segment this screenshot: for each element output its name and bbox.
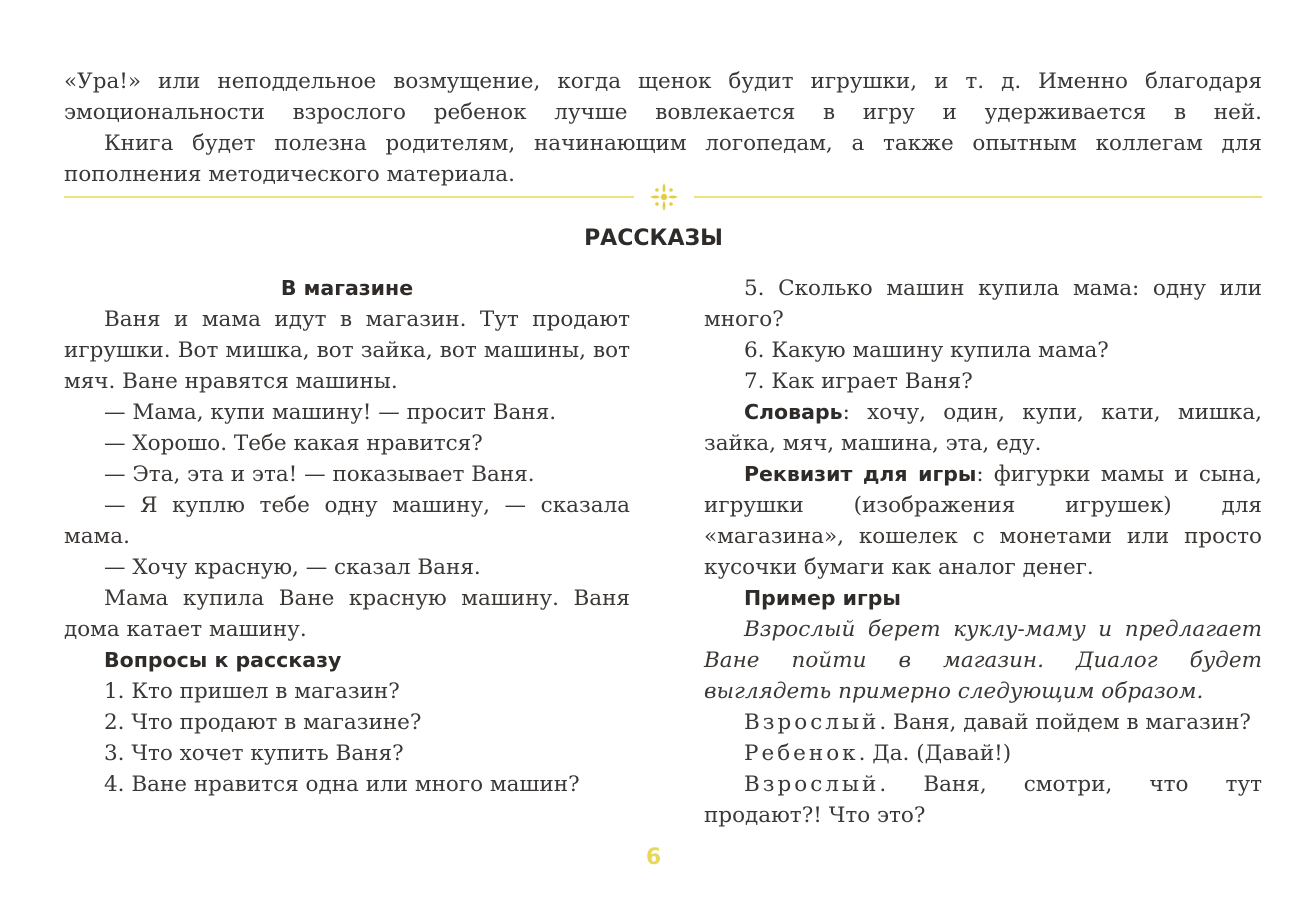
dialog-text: . Да. (Давай!) [858,741,1012,766]
left-column [64,273,630,800]
question-item: 6. Какую машину купила мама? [744,338,1109,363]
question-item: 5. Сколько машин купила мама: одну или много? [704,276,1262,332]
question-item: 1. Кто пришел в магазин? [104,679,400,704]
questions-heading: Вопросы к рассказу [104,648,342,672]
right-column [704,273,1262,831]
section-title: РАССКАЗЫ [584,226,723,251]
intro-paragraph: «Ура!» или неподдельное возмущение, когда щенок будит игрушки, и т. д. Именно благодаря эмоциональности взрослого ребенок лучше вовлекается в игру и удерживается в ней. [64,69,1262,125]
story-title: В магазине [280,276,414,300]
dialog-text: . Ваня, давай пойдем в магазин? [879,710,1251,735]
question-item: 3. Что хочет купить Ваня? [104,741,404,766]
props-label: Реквизит для игры [744,462,977,486]
page-number: 6 [645,845,662,870]
separator-line-right [694,196,1262,198]
story-paragraph: — Эта, эта и эта! — показывает Ваня. [104,462,535,487]
story-paragraph: Мама купила Ване красную машину. Ваня дома катает машину. [64,586,630,642]
story-paragraph: — Я куплю тебе одну машину, — сказала мама. [64,493,630,549]
fleuron-ornament-icon [647,180,681,214]
dialog-text: . Ваня, смотри, что тут продают?! Что это? [704,772,1262,828]
intro-paragraph: Книга будет полезна родителям, начинающим логопедам, а также опытным коллегам для пополнения методического материала. [64,131,1262,187]
story-paragraph: — Мама, купи машину! — просит Ваня. [104,400,557,425]
intro-text [64,66,1262,190]
story-paragraph: — Хочу красную, — сказал Ваня. [104,555,481,580]
story-paragraph: Ваня и мама идут в магазин. Тут продают игрушки. Вот мишка, вот зайка, вот машины, вот мяч. Ване нравятся машины. [64,307,630,394]
props-paragraph [704,459,1262,583]
vocabulary-label: Словарь [744,400,843,424]
vocabulary-text: : хочу, один, купи, кати, мишка, зайка, мяч, машина, эта, еду. [704,400,1262,456]
dialog-speaker: Взрослый [744,772,880,797]
game-heading: Пример игры [744,586,901,610]
question-item: 4. Ване нравится одна или много машин? [104,772,580,797]
separator-line-left [64,196,634,198]
question-item: 7. Как играет Ваня? [744,369,973,394]
story-paragraph: — Хорошо. Тебе какая нравится? [104,431,483,456]
vocabulary-paragraph [704,397,1262,459]
props-text: : фигурки мамы и сына, игрушки (изображения игрушек) для «магазина», кошелек с монетами или просто кусочки бумаги как аналог денег. [704,462,1262,580]
dialog-line [704,707,1262,738]
dialog-line [704,738,1262,769]
game-intro: Взрослый берет куклу-маму и предлагает Ване пойти в магазин. Диалог будет выглядеть примерно следующим образом. [704,617,1262,704]
dialog-speaker: Ребенок [744,741,859,766]
dialog-line [704,769,1262,831]
question-item: 2. Что продают в магазине? [104,710,422,735]
dialog-speaker: Взрослый [744,710,880,735]
